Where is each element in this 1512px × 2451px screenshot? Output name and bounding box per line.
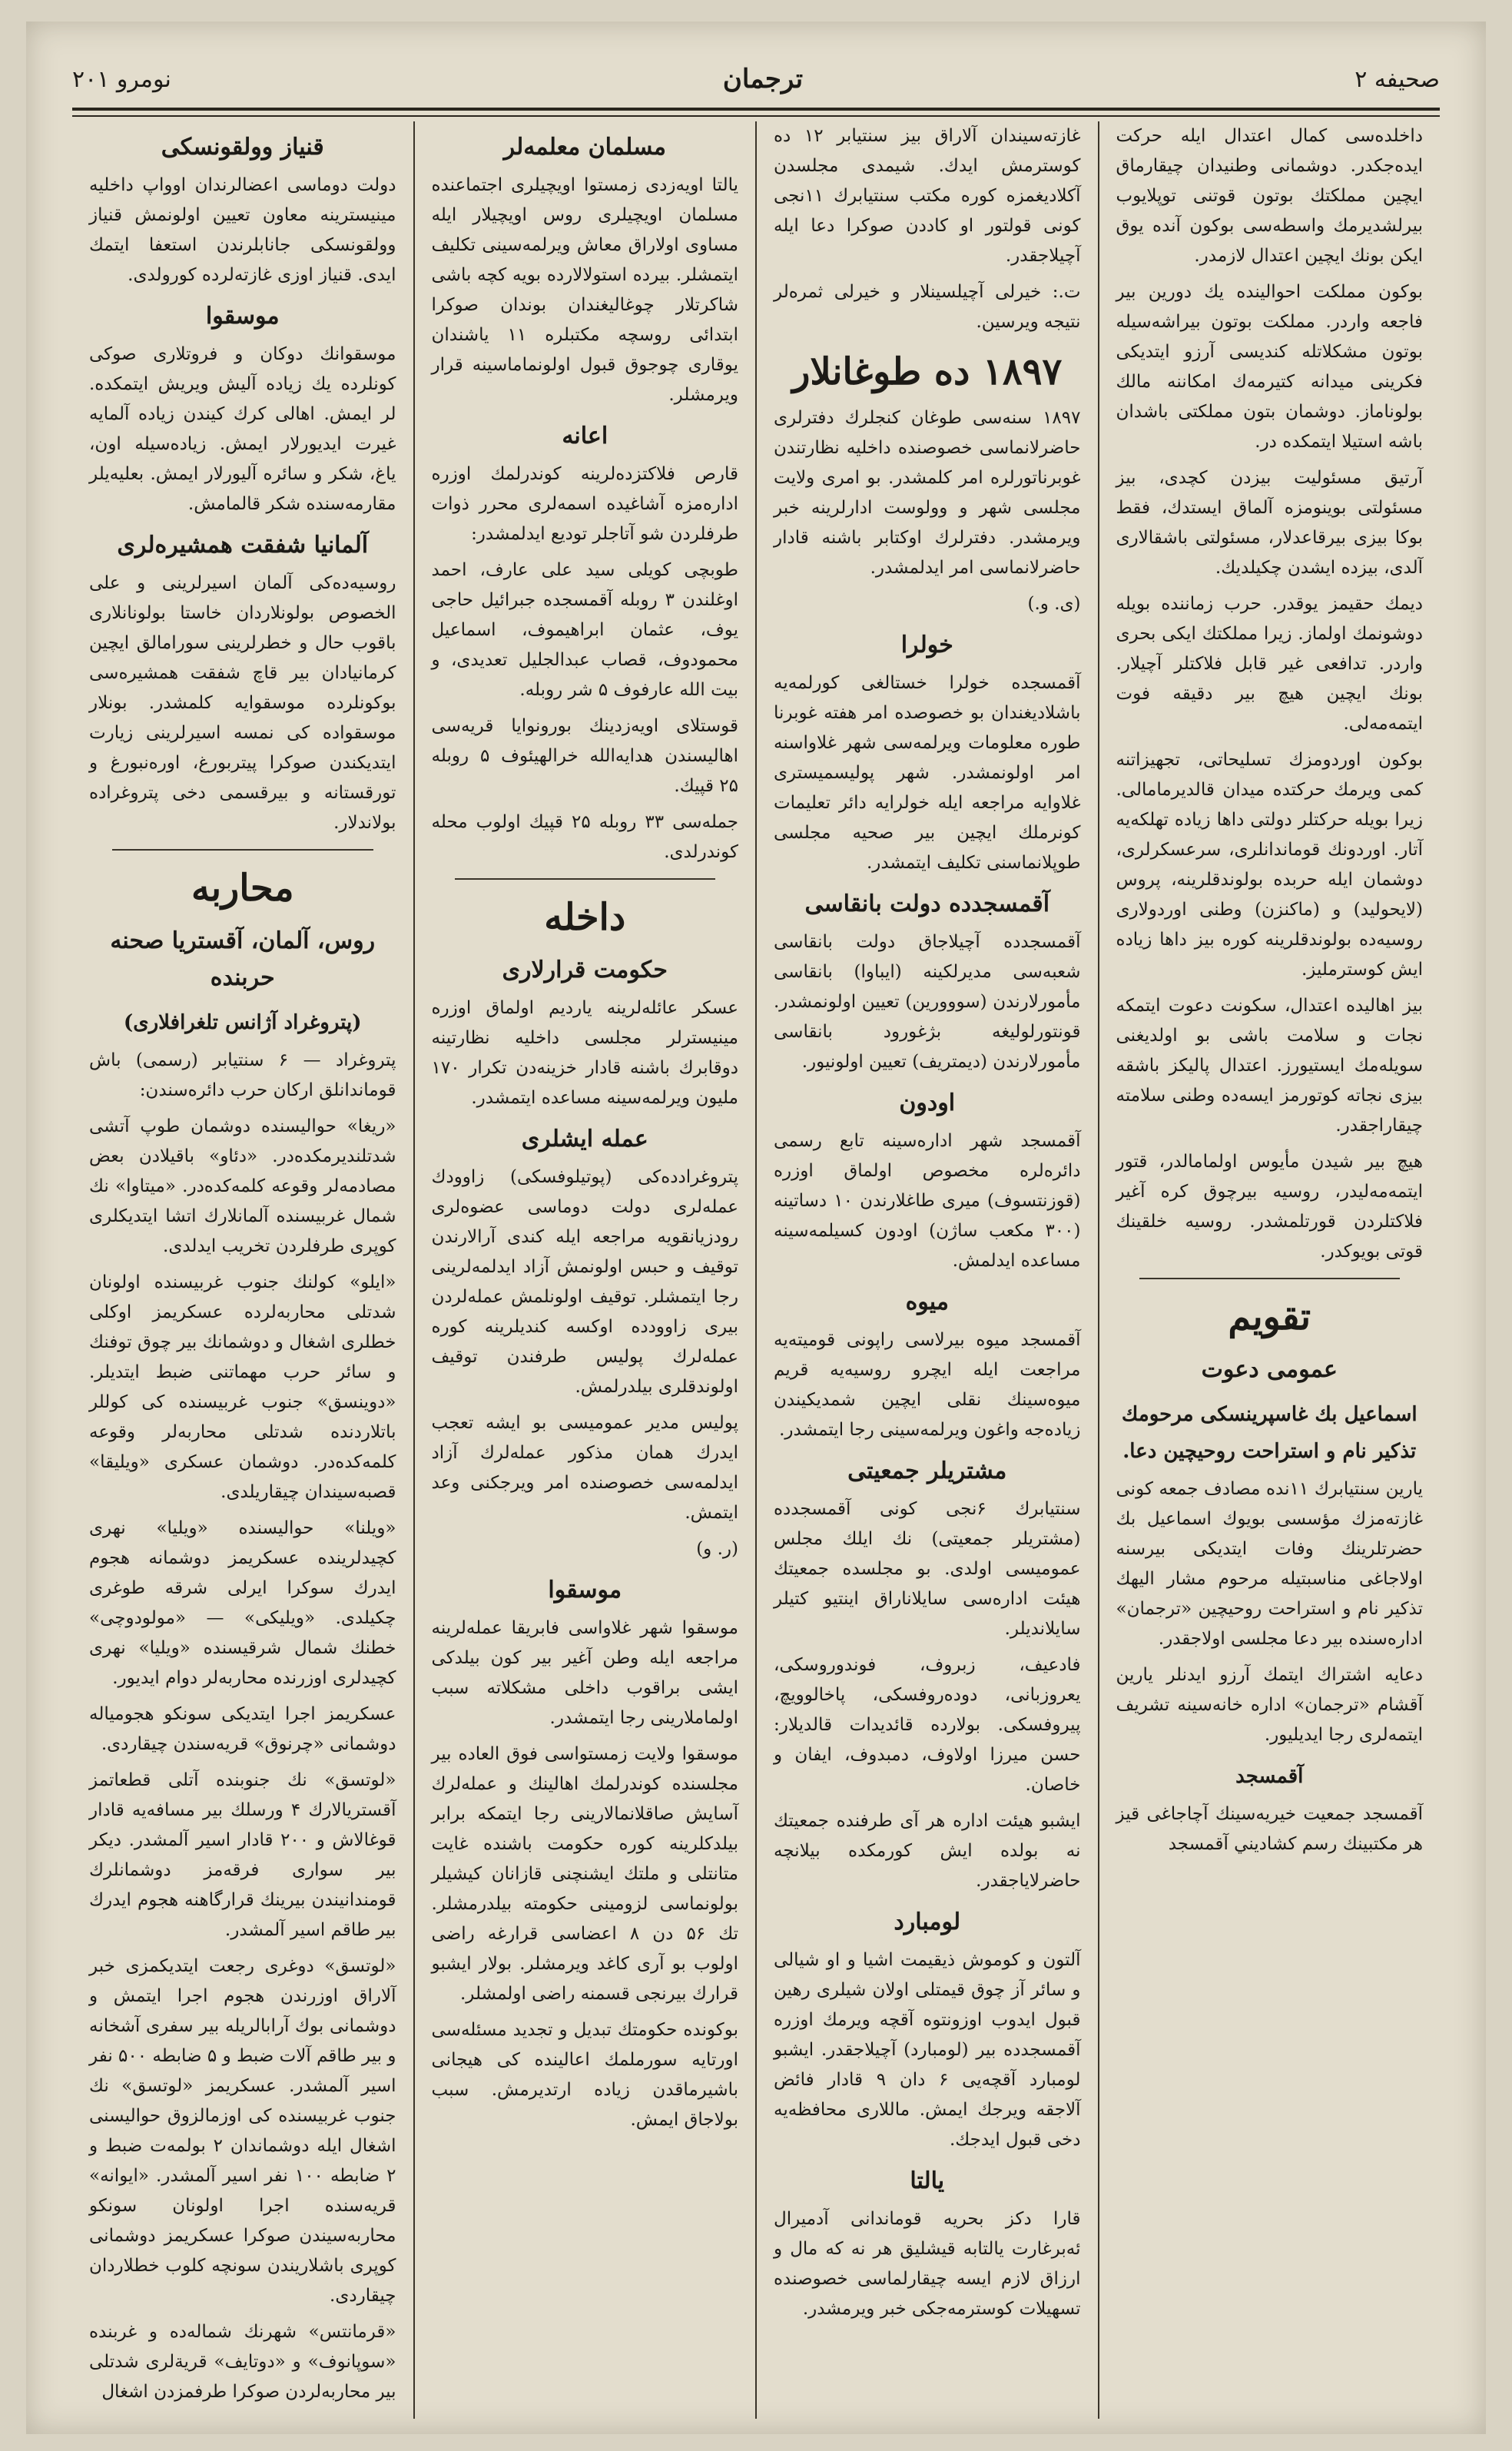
article-paragraph: آقمسجد جمعيت خيريه‌سينك آچاجاغى قيز هر مكتبينك رسم كشاديني آقمسجد <box>1116 1804 1423 1854</box>
column-3 <box>413 121 756 2419</box>
article-paragraph: «قرمانتس» شهرنك شماله‌ده و غربنده «سوپانوف» و «دوتايف» قرية‌لرى شدتلى بير محاربه‌لردن صوكرا طرفمزدن اشغال <box>89 2322 396 2402</box>
article-paragraph: (ر. و) <box>696 1539 738 1559</box>
article-paragraph: موسقوانك دوكان و فروتلارى صوكى كونلرده يك زياده آليش ويريش ايتمكده. لر ايمش. اهالى كرك كيندن زياده آلمايه غيرت ايديورلار ايمش. زياده‌سيله اون، ياغ، شكر و سائره آليورلار ايمش. بعليه‌يلر مقارمه‌سنده شكر قالمامش. <box>89 344 396 514</box>
article-heading: اودون <box>899 1090 956 1116</box>
issue-number: نومرو ۲۰۱ <box>72 65 171 93</box>
page-label: صحيفه ۲ <box>1354 65 1440 93</box>
article-paragraph: دولت دوماسى اعضالرندان اوواپ داخليه مينيسترينه معاون تعيين اولونمش قنياز وولقونسكى جانابلرندن استعفا ايتمك ايدى. قنياز اوزى غازته‌لرده كورولدى. <box>89 175 396 285</box>
article-paragraph: بوكون اوردومزك تسليحاتى، تجهيزاتنه كمى ويرمك حركتده ميدان قالديرمامالى. زيرا بويله حركتلر دولتى داها زياده تهلكه‌يه آتار. اوردونك قوماندانلرى، سرعسكرلرى، دوشمان ايله حربده بولوندقلرينه، پروس (لايحوليد) و (ماكنزن) وطنى اوردولارى روسيه‌ده بولوندقلرينه كوره بيز داها زياده ايش كوسترمليز. <box>1116 750 1423 980</box>
article-heading: مشتريلر جمعيتى <box>847 1458 1007 1484</box>
header-rule-thin <box>72 115 1440 117</box>
article-paragraph: غازته‌سيندان آلاراق بيز سنتيابر ۱۲ ده كوسترمش ايدك. شيمدى مجلسدن آكلاديغمزه كوره مكتب سنتيابرك ۱۱نجى كونى قولتور او كاددن صوكرا دعا ايله آچيلاجقدر. <box>774 126 1081 266</box>
article-paragraph: آقمسجدده آچيلاجاق دولت بانقاسى شعبه‌سى مديرلكينه (ايباوا) بانقاسى مأمورلارندن (سووورين) تعيين اولونمشدر. قونتورلوليغه بژغورود بانقاسى مأمورلارندن (ديمتريف) تعيين اولونيور. <box>774 932 1081 1072</box>
article-paragraph: «ايلو» كولنك جنوب غربيسنده اولونان شدتلى محاربه‌لرده عسكريمز اوكلى خطلرى اشغال و دوشمانك بير چوق توفنك و سائر حرب مهماتنى ضبط ايتديلر. «دوينسق» جنوب غربيسنده كى كوللر باتلاردنده شدتلى محاربه‌لر وقوعه كلمه‌كده‌در. دوشمان عسكرى «ويليقا» قصبه‌سيندان چيقاريلدى. <box>89 1272 396 1502</box>
columns <box>72 121 1440 2419</box>
article-paragraph: آلتون و كوموش ذيقيمت اشيا و او شيالى و سائر آز چوق قيمتلى اولان شيلرى رهين قبول ايدوب اوزونتوه آقچه ويرمك اوزره آقمسجدده بير (لومبارد) آچيلاجقدر. ايشبو لومبارد آقچه‌يى ۶ دان ۹ قادار فائض آلاجقه ويرجك ايمش. ماللارى محافظه‌يه دخى قبول ايدجك. <box>774 1950 1081 2150</box>
article-paragraph: آقمسجد ميوه بيرلاسى راپونى قوميته‌يه مراجعت ايله ايچرو روسيه‌يه قريم ميوه‌سينك نقلى ايچين شمديكيندن زياده‌جه واغون ويرلمه‌سينى رجا ايتمشدر. <box>774 1330 1081 1440</box>
article-paragraph: موسقوا ولايت زمستواسى فوق العاده بير مجلسنده كوندرلمك اهالينك و عمله‌لرك آسايش صاقلانمالارينى رجا ايتمكه برابر بيلدكلرينه كوره حكومت باشنده غايت متانتلى و ملتك ايشنچنى قازانان كيشيلر بولونماسى لزومينى حكومته بيلدرمشلر. تك ۵۶ دن ۸ اعضاسى قرارغه راضى اولوب بو آرى كاغد ويرمشلر. بولار ايشبو قرارك بيرنجى قسمنه راضى اولمشلر. <box>431 1744 738 2004</box>
column-1 <box>1098 121 1441 2419</box>
article-paragraph: داخلده‌سى كمال اعتدال ايله حركت ايده‌جكدر. دوشمانى وطنيدان چيقارماق ايچين مملكتك بوتون قوتنى توپلايوب بيرلشديرمك واسطه‌سى بوكون آنده يوق ايكن بونك ايچين اعتدال لازمدر. <box>1116 126 1423 266</box>
article-paragraph: بيز اهاليده اعتدال، سكونت دعوت ايتمكه نجات و سلامت باشى بو اولديغنى سويله‌مك ايستيورز. اعتدال پاليكز باشقه بيزى نجاته كوتورمز ايسه‌ده وطنى سلامته چيقاراجقدر. <box>1116 996 1423 1136</box>
paper-name: ترجمان <box>722 64 804 95</box>
article-paragraph: «لوتسق» دوغرى رجعت ايتديكمزى خبر آلاراق اوزرندن هجوم اجرا ايتمش و دوشمانى بوك آرابالريله بير سفرى آشخانه و بير طاقم آلات ضبط و ۵ ضابطه ۵۰۰ نفر اسير آلمشدر. عسكريمز «لوتسق» نك جنوب غربيسنده كى اوزمالزوق حواليسنى اشغال ايله دوشماندان ۲ بولمه‌ت ضبط و ۲ ضابطه ۱۰۰ نفر اسير آلمشدر. «ايوانه» قريه‌سنده اجرا اولونان سونكو محاربه‌سيندن صوكرا عسكريمز دوشمانى كوپرى باشلاريندن سونچه كلوب خطلاردان چيقاردى. <box>89 1956 396 2306</box>
section-divider <box>1139 1278 1401 1279</box>
article-paragraph: فادعيف، زبروف، فوندوروسكى، يعروزبانى، دوده‌روفسكى، پاخالوويچ، پيروفسكى. بولارده قائديدات قالديلار: حسن ميرزا اولاوف، دمبدوف، ايفان و خاصان. <box>774 1655 1081 1795</box>
article-heading: ۱۸۹۷ ده طوغانلار <box>792 350 1063 393</box>
article-paragraph: قارص فلاكتزده‌لرينه كوندرلمك اوزره اداره‌مزه آشاغيده اسمه‌لرى محرر ذوات طرفلردن شو آتاجلر توديع ايدلمشدر: <box>431 464 738 544</box>
article-heading: قنياز وولقونسكى <box>161 134 324 161</box>
newspaper-page <box>26 22 1486 2434</box>
article-paragraph: آقمسجده خولرا خستالغى كورلمه‌يه باشلاديغندان بو خصوصده امر هفته غوبرنا طوره معلومات ويرلمه‌سى شهر غلاواسنه امر اولونمشدر. شهر پوليسميسترى غلاوايه مراجعه ايله خولرايه دائر تعليمات كونرملك ايچين بير صحيه مجلسى طوپلانماسنى تكليف ايتمشدر. <box>774 673 1081 873</box>
article-paragraph: قارا دكز بحريه قوماندانى آدميرال ئەبرغارت يالتابه قيشليق هر نه كه مال و ارزاق لازم ايسه چيقارلماسى خصوصنده تسهيلات كوسترمه‌جكى خبر ويرمشدر. <box>774 2209 1081 2319</box>
article-paragraph: روسيه‌ده‌كى آلمان اسيرلرينى و على الخصوص بولونلاردان خاستا بولونانلارى باقوب حال و خطرلرينى سورامالق ايچين كرمانيادان بير قاچ شفقت همشيره‌سى بوكونلرده موسقوايه كلمشدر. بونلار موسقواده كى نمسه اسيرلرينى زيارت ايتديكندن صوكرا پيتربورغ، اوره‌نبورغ و تورقستانه و بيرقسمى دخى پتروغراده بولاندلار. <box>89 573 396 833</box>
article-heading: داخله <box>544 896 626 939</box>
article-paragraph: طوبچى كويلى سيد على عارف، احمد اوغلندن ۳ روبله آقمسجده جبرائيل حاجى يوف، عثمان ابراهيموف، اسماعيل محمودوف، قصاب عبدالجليل تعديدى، و بيت الله عارفوف ۵ شر روبله. <box>431 560 738 700</box>
article-heading: آقمسجد <box>1235 1765 1304 1788</box>
article-paragraph: آرتيق مسئوليت بيزدن كچدى، بيز مسئولتى بوينومزه آلماق ايستدك، فقط بوكا بيزى بيرقاعدلار، مسئولتى باشقالارى آلدى، بيزده ايشدن چكيلديك. <box>1116 468 1423 578</box>
article-heading: روس، آلمان، آقستريا صحنه حربنده <box>110 927 376 991</box>
column-4 <box>72 121 413 2419</box>
article-paragraph: پوليس مدير عموميسى بو ايشه تعجب ايدرك همان مذكور عمله‌لرك آزاد ايدلمه‌سى خصوصنده امر ويرجكنى وعد ايتمش. <box>431 1413 738 1523</box>
article-heading: عمومى دعوت <box>1201 1356 1338 1383</box>
article-paragraph: يالتا اويه‌زدى زمستوا اويچيلرى اجتماعنده مسلمان اويچيلرى روس اويچيلار ايله مساوى اولاراق معاش ويرلمه‌سينى تكليف ايتمشلر. بيرده استولالارده بويه كچه باشى شاكرتلار چوغاليغندان بوندان صوكرا ابتدائى روسچه مكتبلره ۱۱ ياشندان يوقارى چوجوق قبول اولونماماسينه قرار ويرمشلر. <box>431 175 738 405</box>
article-paragraph: قوستلاى اويه‌زدينك بورونوايا قريه‌سى اهاليسندن هدايه‌الله خرالهيئوف ۵ روبله ۲۵ قپيك. <box>431 716 738 796</box>
section-divider <box>112 849 373 851</box>
article-paragraph: ايشبو هيئت اداره هر آى طرفنده جمعيتك نه بولده ايش كورمكده بيلانچه حاضرلاياجقدر. <box>774 1811 1081 1891</box>
article-heading: عمله ايشلرى <box>521 1126 648 1153</box>
article-heading: مسلمان معلمه‌لر <box>503 134 666 161</box>
article-heading: حكومت قرارلارى <box>502 957 668 983</box>
article-paragraph: دعايه اشتراك ايتمك آرزو ايدنلر يارين آقشام «ترجمان» اداره خانه‌سينه تشريف ايتمه‌لرى رجا ايديليور. <box>1116 1665 1423 1745</box>
article-paragraph: هيچ بير شيدن مأيوس اولمامالدر، قتور ايتمه‌مه‌ليدر، روسيه بيرچوق كره آغير فلاكتلردن قورتلمشدر. روسيه خلقينك قوتى بويوكدر. <box>1116 1152 1423 1262</box>
column-2 <box>755 121 1098 2419</box>
article-heading: خولرا <box>900 632 953 658</box>
article-heading: (پتروغراد آژانس تلغرافلارى) <box>123 1011 362 1034</box>
article-paragraph: يارين سنتيابرك ۱۱نده مصادف جمعه كونى غازته‌مزك مؤسسى بويوك اسماعيل بك حضرتلرينك وفات ايتديكى بيرسنه اولاجاغى مناسبتيله مرحوم مشار اليهك تذكير نام و استراحت روحيچين «ترجمان» اداره‌سنده بير دعا مجلسى اولاجقدر. <box>1116 1479 1423 1649</box>
article-paragraph: پتروغراد — ۶ سنتيابر (رسمى) باش قوماندانلق اركان حرب دائره‌سندن: <box>89 1050 396 1100</box>
article-heading: اعانه <box>562 423 608 449</box>
article-paragraph: موسقوا شهر غلاواسى فابريقا عمله‌لرينه مراجعه ايله وطن آغير بير كون بيلدكى ايشى براقوب داخلى مشكلاته سبب اولماملارينى رجا ايتمشدر. <box>431 1618 738 1728</box>
article-heading: موسقوا <box>205 303 280 330</box>
article-paragraph: ت.: خيرلى آچيلسينلار و خيرلى ثمره‌لر نتيجه ويرسين. <box>774 282 1081 332</box>
article-paragraph: «ريغا» حواليسنده دوشمان طوپ آتشى شدتلنديرمكده‌در. «دئاو» باقيلادن بعض مصادمه‌لر وقوعه كلمه‌كده‌در. «ميتاوا» نك شمال غربيسنده آلمانلارك اتشا ايتديكلرى كوپرى طرفلردن تخريب ايدلدى. <box>89 1116 396 1256</box>
article-heading: محاربه <box>191 867 294 910</box>
article-paragraph: آقمسجد شهر اداره‌سينه تابع رسمى دائره‌لره مخصوص اولماق اوزره (قوزنتسوف) ميرى طاغلارندن ۱۰ دساتينه (۳۰۰ مكعب ساژن) اودون كسيلمه‌سينه مساعده ايدلمش. <box>774 1131 1081 1271</box>
masthead <box>72 52 1440 106</box>
article-heading: اسماعيل بك غاسپرينسكى مرحومك تذكير نام و استراحت روحيچين دعا. <box>1121 1403 1418 1463</box>
article-heading: آقمسجدده دولت بانقاسى <box>804 891 1050 917</box>
header-rule <box>72 108 1440 111</box>
article-paragraph: سنتيابرك ۶نجى كونى آقمسجدده (مشتريلر جمعيتى) نك ايلك مجلس عموميسى اولدى. بو مجلسده جمعيتك هيئت اداره‌سى سايلاناراق اينتيو كتيلر سايلانديلر. <box>774 1499 1081 1639</box>
article-paragraph: بوكون مملكت احوالينده يك دورين بير فاجعه واردر. مملكت بوتون بيراشه‌سيله بوتون مشكلاتله كنديسى آرزو ايتديكى فكرينى ميدانه كتيرمه‌ك امكاننه مالك بولوناماز. دوشمان بتون مملكتى باشدان باشه استيلا ايتمكده در. <box>1116 282 1423 452</box>
article-heading: ميوه <box>905 1289 949 1315</box>
section-divider <box>455 878 716 880</box>
article-heading: لومبارد <box>894 1909 961 1935</box>
article-paragraph: عسكر عائله‌لرينه يارديم اولماق اوزره مينيسترلر مجلسى داخليه نظارتينه دوقابرك باشنه قادار خزينه‌دن تكرار ۱۷۰ مليون ويرلمه‌سينه مساعده ايتمشدر. <box>431 998 738 1108</box>
article-heading: تقويم <box>1228 1295 1311 1338</box>
article-paragraph: عسكريمز اجرا ايتديكى سونكو هجومياله دوشمانى «چرنوق» قريه‌سندن چيقاردى. <box>89 1704 396 1754</box>
article-paragraph: (ى. و.) <box>1027 594 1081 614</box>
article-paragraph: ديمك حقيمز يوقدر. حرب زماننده بويله دوشونمك اولماز. زيرا مملكتك ايكى بحرى واردر. تدافعى غير قابل فلاكتلر آچيلار. بونك ايچين هيچ بير دقيقه فوت ايتمه‌مه‌لى. <box>1116 594 1423 734</box>
article-paragraph: ۱۸۹۷ سنه‌سى طوغان كنجلرك دفترلرى حاضرلانماسى خصوصنده داخليه نظارتندن غوبرناتورلره امر كلمشدر. بو امرى ولايت مجلسى شهر و وولوست ادارلرينه خبر ويرمشدر. دفترلرك اوكتابر باشنه قادار حاضرلانماسى امر ايدلمشدر. <box>774 408 1081 578</box>
article-paragraph: پتروغرادده‌كى (پوتيلوفسكى) زاوودك عمله‌لرى دولت دوماسى عضوه‌لرى رودزيانقويه مراجعه ايله كندى آرالارندن توقيف و حبس اولونمش آزاد ايدلمه‌لرينى رجا ايتمشلر. توقيف اولونلمش عمله‌لردن بيرى زاوودده اوكسه كنديلرينه كوره عمله‌لرك پوليس طرفندن توقيف اولوندقلرى بيلدرلمش. <box>431 1167 738 1397</box>
article-paragraph: بوكونده حكومتك تبديل و تجديد مسئله‌سى اورتايه سورملمك اعالينده كى هيجانى باشيرماقدن زياده ارتديرمش. سبب بولاجاق ايمش. <box>431 2020 738 2130</box>
article-heading: يالتا <box>910 2167 945 2194</box>
article-heading: موسقوا <box>548 1577 622 1604</box>
article-paragraph: جمله‌سى ۳۳ روبله ۲۵ قپيك اولوب محله كوندرلدى. <box>431 812 738 862</box>
article-heading: آلمانيا شفقت همشيره‌لرى <box>117 532 369 559</box>
article-paragraph: «ويلنا» حواليسنده «ويليا» نهرى كچيدلرينده عسكريمز دوشمانه هجوم ايدرك سوكرا ايرلى شرقه طوغرى چكيلدى. «ويليكى» — «مولودوچى» خطنك شمال شرقيسنده «ويليا» نهرى كچيدلرى اوزرنده محاربه‌لر دوام ايديور. <box>89 1518 396 1688</box>
article-paragraph: «لوتسق» نك جنوبنده آتلى قطعاتمز آقستريالارك ۴ ورسلك بير مسافه‌يه قادار قوغالاش و ۲۰۰ قادار اسير آلمشدر. ديكر بير سوارى فرقه‌مز دوشمانلرك قومندانيندن بيرينك قرارگاهنه هجوم ايدرك بير طاقم اسير آلمشدر. <box>89 1770 396 1940</box>
